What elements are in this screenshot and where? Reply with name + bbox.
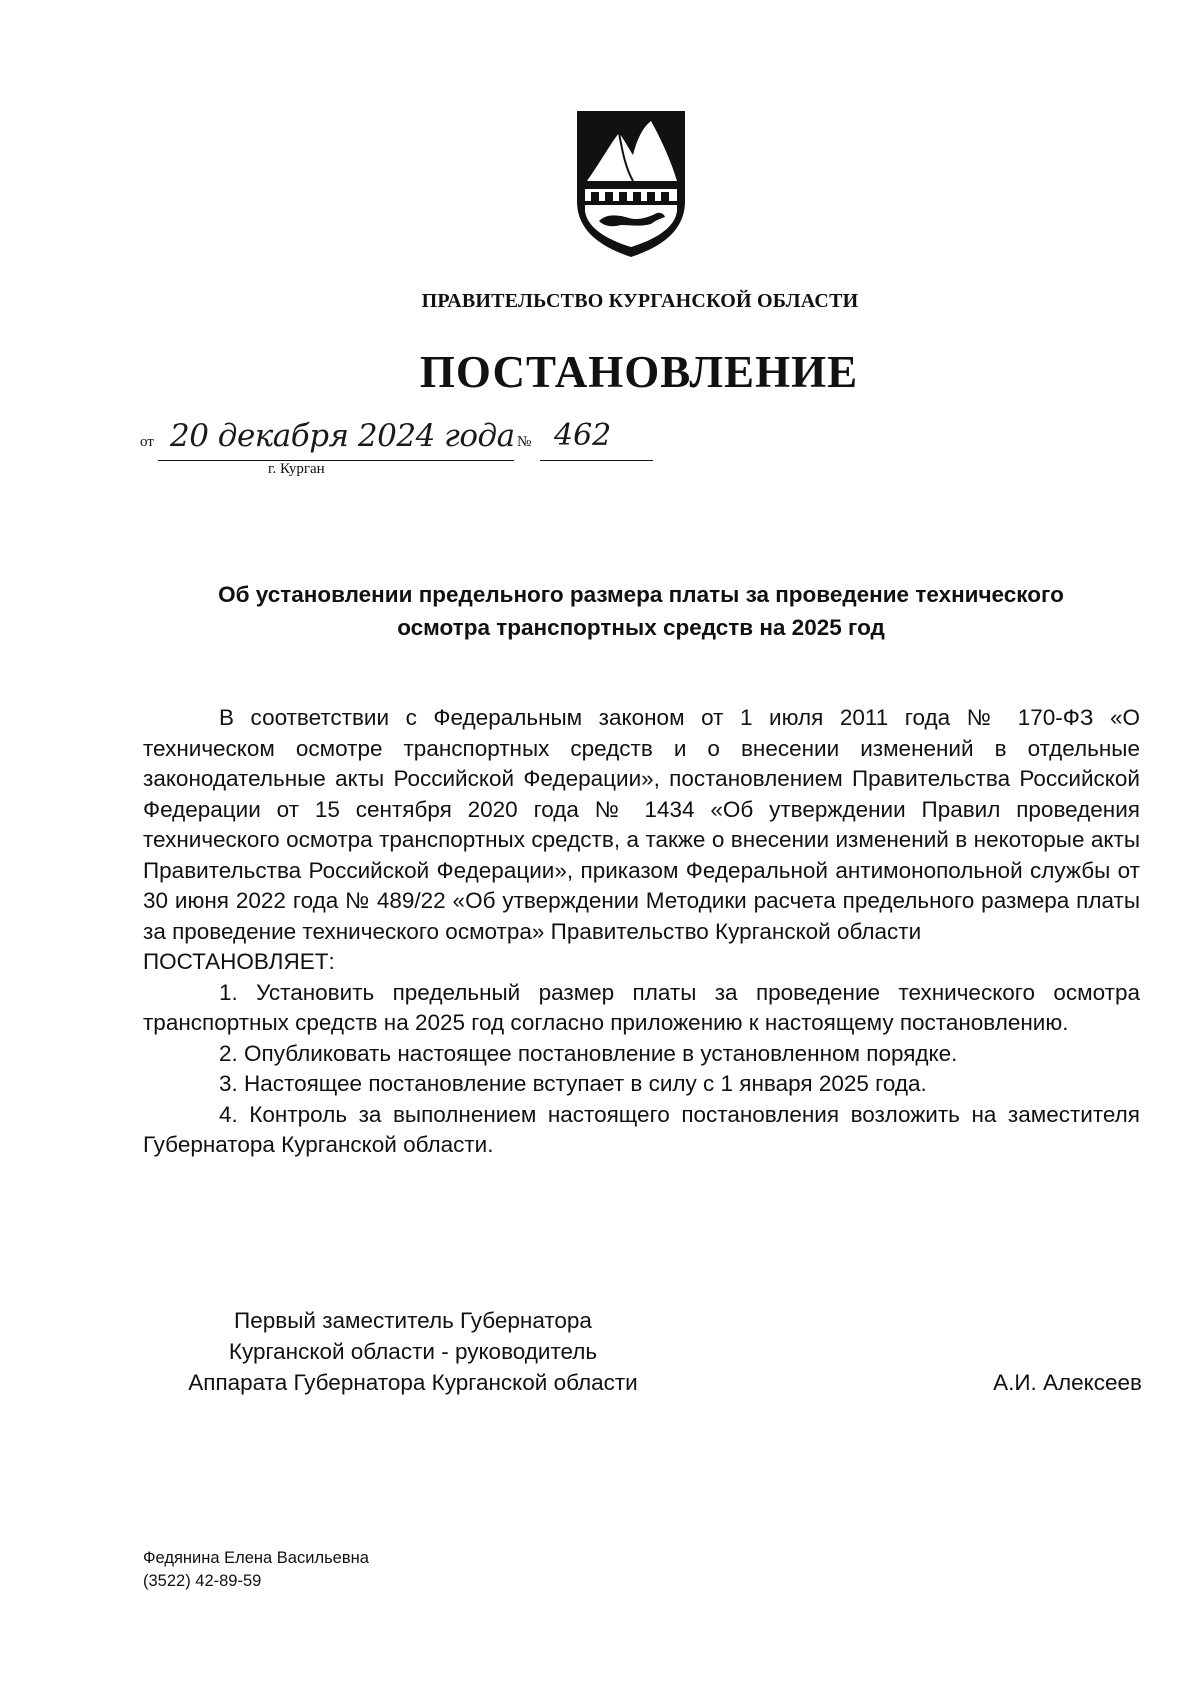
- handwritten-date: 20 декабря 2024 года: [170, 418, 515, 454]
- dateline: [140, 418, 660, 478]
- resolves-word: ПОСТАНОВЛЯЕТ:: [143, 949, 335, 974]
- list-item: 3. Настоящее постановление вступает в силу с 1 января 2025 года.: [219, 1071, 927, 1096]
- signer-name: А.И. Алексеев: [993, 1370, 1142, 1395]
- title-line-2: осмотра транспортных средств на 2025 год: [397, 615, 885, 640]
- signer-position-line: Первый заместитель Губернатора: [234, 1308, 592, 1333]
- number-underline: [540, 460, 653, 461]
- organization-name: ПРАВИТЕЛЬСТВО КУРГАНСКОЙ ОБЛАСТИ: [421, 290, 859, 312]
- document-body: [143, 703, 1140, 1161]
- signer-position: [0, 1305, 826, 1398]
- date-underline: [158, 460, 514, 461]
- date-prefix: от: [140, 434, 154, 450]
- list-item: 1. Установить предельный размер платы за проведение технического осмотра транспортных средств на 2025 год согласно приложению к настоящему постановлению.: [143, 979, 1140, 1035]
- preamble-paragraph: В соответствии с Федеральным законом от 1 июля 2011 года № 170-ФЗ «О техническом осмотре транспортных средств и о внесении изменений в отдельные законодательные акты Российской Федерации», постановлением Правительства Российской Федерации от 15 сентября 2020 года № 1434 «Об утверждении Правил проведения технического осмотра транспортных средств, а также о внесении изменений в некоторые акты Правительства Российской Федерации», приказом Федеральной антимонопольной службы от 30 июня 2022 года № 489/22 «Об утверждении Методики расчета предельного размера платы за проведение технического осмотра» Правительство Курганской области: [143, 705, 1140, 944]
- document-title: [140, 578, 1142, 644]
- number-label: №: [517, 434, 532, 450]
- handwritten-number: 462: [554, 418, 612, 453]
- contact-phone: (3522) 42-89-59: [143, 1572, 262, 1590]
- list-item: 4. Контроль за выполнением настоящего постановления возложить на заместителя Губернатора Курганской области.: [143, 1101, 1140, 1157]
- title-line-1: Об установлении предельного размера платы за проведение технического: [218, 582, 1064, 607]
- contact-block: [143, 1547, 369, 1593]
- city: г. Курган: [268, 461, 325, 477]
- signer-position-line: Аппарата Губернатора Курганской области: [188, 1370, 638, 1395]
- signer-position-line: Курганской области - руководитель: [228, 1339, 598, 1364]
- list-item: 2. Опубликовать настоящее постановление в установленном порядке.: [219, 1040, 958, 1066]
- coat-of-arms-icon: [575, 109, 687, 259]
- document-type: ПОСТАНОВЛЕНИЕ: [419, 347, 859, 397]
- contact-name: Федянина Елена Васильевна: [143, 1549, 369, 1567]
